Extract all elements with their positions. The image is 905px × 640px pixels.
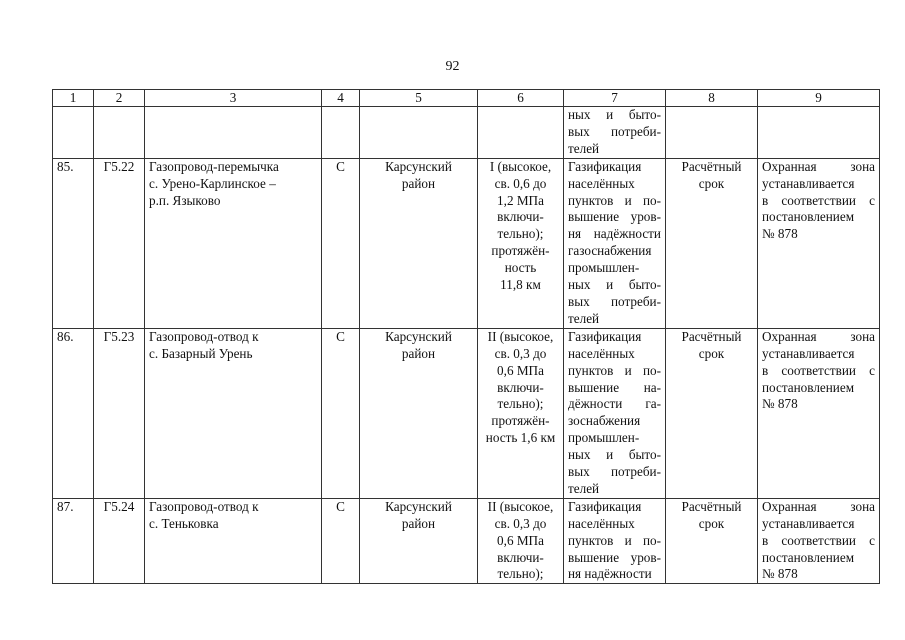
parameters-cell-line: тельно); <box>497 396 544 412</box>
term-cell-line: срок <box>698 345 725 361</box>
parameters-cell-line: II (высокое, <box>487 498 554 514</box>
term-cell <box>666 158 758 328</box>
empty-cell <box>53 107 94 159</box>
zone-cell-line: постановлением <box>762 549 855 565</box>
purpose-cell-line: вых потреби- <box>568 293 661 309</box>
purpose-cell-line: ня надёжности <box>568 226 661 242</box>
zone-cell <box>758 328 880 498</box>
parameters-cell-line: ность <box>504 260 537 276</box>
zone-cell-line: № 878 <box>762 226 798 242</box>
column-header-2: 2 <box>94 90 145 107</box>
empty-cell <box>322 107 360 159</box>
parameters-cell-line: св. 0,3 до <box>494 515 547 531</box>
zone-cell-line: Охранная зона <box>762 158 875 174</box>
parameters-cell-line: II (высокое, <box>487 328 554 344</box>
zone-cell-line: Охранная зона <box>762 328 875 344</box>
table-row <box>53 158 880 328</box>
object-name-cell <box>145 498 322 584</box>
purpose-cell-line: ных и быто- <box>568 277 661 293</box>
row-number-cell <box>53 328 94 498</box>
purpose-cell-line: Газификация <box>568 328 642 344</box>
purpose-cell-line: пунктов и по- <box>568 192 661 208</box>
purpose-cell-line: вых потреби- <box>568 464 661 480</box>
district-cell-line: район <box>401 175 436 191</box>
object-name-cell-line: р.п. Языково <box>149 192 221 208</box>
term-cell-line: срок <box>698 175 725 191</box>
column-header-6: 6 <box>478 90 564 107</box>
page-number: 92 <box>445 59 460 74</box>
object-name-cell-line: с. Базарный Урень <box>149 345 253 361</box>
parameters-cell-line: протяжён- <box>491 413 550 429</box>
district-cell <box>360 158 478 328</box>
object-name-cell-line: Газопровод-отвод к <box>149 328 259 344</box>
purpose-cell <box>564 107 666 159</box>
gas-pipeline-table <box>52 89 880 584</box>
object-name-cell <box>145 158 322 328</box>
column-header-9: 9 <box>758 90 880 107</box>
district-cell-line: Карсунский <box>385 328 452 344</box>
object-type-cell-line: С <box>336 498 345 514</box>
column-header-3: 3 <box>145 90 322 107</box>
object-code-cell <box>94 158 145 328</box>
object-type-cell <box>322 498 360 584</box>
district-cell <box>360 498 478 584</box>
table-row <box>53 328 880 498</box>
purpose-cell-line: телей <box>568 140 600 156</box>
purpose-cell-line: телей <box>568 480 600 496</box>
object-type-cell <box>322 328 360 498</box>
parameters-cell-line: I (высокое, <box>489 158 552 174</box>
object-name-cell-line: Газопровод-отвод к <box>149 498 259 514</box>
parameters-cell-line: включи- <box>497 209 544 225</box>
purpose-cell-line: газоснабжения <box>568 243 652 259</box>
purpose-cell-line: Газификация <box>568 158 642 174</box>
parameters-cell-line: тельно); <box>497 566 544 582</box>
parameters-cell-line: тельно); <box>497 226 544 242</box>
parameters-cell <box>478 498 564 584</box>
purpose-cell-line: пунктов и по- <box>568 532 661 548</box>
table-row <box>53 498 880 584</box>
parameters-cell-line: протяжён- <box>491 243 550 259</box>
column-header-4: 4 <box>322 90 360 107</box>
zone-cell-line: в соответствии с <box>762 362 875 378</box>
term-cell-line: срок <box>698 515 725 531</box>
district-cell-line: район <box>401 515 436 531</box>
zone-cell-line: устанавливается <box>762 345 855 361</box>
object-code-cell-line: Г5.22 <box>103 158 135 174</box>
parameters-cell-line: включи- <box>497 379 544 395</box>
purpose-cell-line: ных и быто- <box>568 447 661 463</box>
parameters-cell-line: включи- <box>497 549 544 565</box>
purpose-cell <box>564 158 666 328</box>
object-name-cell-line: Газопровод-перемычка <box>149 158 279 174</box>
purpose-cell-line: Газификация <box>568 498 642 514</box>
zone-cell-line: устанавливается <box>762 175 855 191</box>
empty-cell <box>360 107 478 159</box>
purpose-cell-line: ных и быто- <box>568 107 661 122</box>
purpose-cell <box>564 328 666 498</box>
object-code-cell <box>94 328 145 498</box>
purpose-cell-line: населённых <box>568 345 635 361</box>
purpose-cell-line: вых потреби- <box>568 123 661 139</box>
purpose-cell-line: зоснабжения <box>568 413 641 429</box>
empty-cell <box>94 107 145 159</box>
column-header-5: 5 <box>360 90 478 107</box>
district-cell-line: Карсунский <box>385 498 452 514</box>
district-cell-line: Карсунский <box>385 158 452 174</box>
parameters-cell-line: 11,8 км <box>500 277 541 293</box>
object-name-cell-line: с. Урено-Карлинское – <box>149 175 276 191</box>
term-cell-line: Расчётный <box>681 328 742 344</box>
parameters-cell <box>478 328 564 498</box>
purpose-cell-line: вышение на- <box>568 379 661 395</box>
purpose-cell-line: ня надёжности <box>568 566 652 582</box>
column-header-7: 7 <box>564 90 666 107</box>
object-name-cell-line: с. Теньковка <box>149 515 219 531</box>
parameters-cell-line: ность 1,6 км <box>485 430 556 446</box>
row-number-cell <box>53 498 94 584</box>
row-number-cell-line: 86. <box>57 328 74 344</box>
purpose-cell-line: населённых <box>568 175 635 191</box>
term-cell <box>666 328 758 498</box>
zone-cell-line: № 878 <box>762 396 798 412</box>
district-cell <box>360 328 478 498</box>
parameters-cell-line: 1,2 МПа <box>497 192 544 208</box>
table-body <box>53 90 880 584</box>
object-type-cell-line: С <box>336 328 345 344</box>
purpose-cell-line: промышлен- <box>568 260 640 276</box>
zone-cell-line: постановлением <box>762 379 855 395</box>
zone-cell-line: устанавливается <box>762 515 855 531</box>
purpose-cell-line: вышение уров- <box>568 209 661 225</box>
zone-cell <box>758 158 880 328</box>
purpose-cell-line: пунктов и по- <box>568 362 661 378</box>
purpose-cell-line: населённых <box>568 515 635 531</box>
empty-cell <box>145 107 322 159</box>
row-number-cell-line: 85. <box>57 158 74 174</box>
purpose-cell <box>564 498 666 584</box>
object-code-cell <box>94 498 145 584</box>
object-name-cell <box>145 328 322 498</box>
column-header-8: 8 <box>666 90 758 107</box>
zone-cell-line: № 878 <box>762 566 798 582</box>
purpose-cell-line: телей <box>568 310 600 326</box>
purpose-cell-line: вышение уров- <box>568 549 661 565</box>
zone-cell-line: постановлением <box>762 209 855 225</box>
purpose-cell-line: промышлен- <box>568 430 640 446</box>
parameters-cell-line: 0,6 МПа <box>497 362 544 378</box>
object-type-cell-line: С <box>336 158 345 174</box>
parameters-cell <box>478 158 564 328</box>
table-row-continuation <box>53 107 880 159</box>
term-cell-line: Расчётный <box>681 158 742 174</box>
purpose-cell-line: дёжности га- <box>568 396 661 412</box>
district-cell-line: район <box>401 345 436 361</box>
column-header-1: 1 <box>53 90 94 107</box>
zone-cell-line: в соответствии с <box>762 532 875 548</box>
header-row <box>53 90 880 107</box>
zone-cell-line: в соответствии с <box>762 192 875 208</box>
row-number-cell <box>53 158 94 328</box>
zone-cell-line: Охранная зона <box>762 498 875 514</box>
parameters-cell-line: 0,6 МПа <box>497 532 544 548</box>
object-type-cell <box>322 158 360 328</box>
object-code-cell-line: Г5.23 <box>103 328 135 344</box>
row-number-cell-line: 87. <box>57 498 74 514</box>
parameters-cell-line: св. 0,6 до <box>494 175 547 191</box>
empty-cell <box>478 107 564 159</box>
term-cell-line: Расчётный <box>681 498 742 514</box>
term-cell <box>666 498 758 584</box>
empty-cell <box>666 107 758 159</box>
object-code-cell-line: Г5.24 <box>103 498 135 514</box>
zone-cell <box>758 498 880 584</box>
parameters-cell-line: св. 0,3 до <box>494 345 547 361</box>
empty-cell <box>758 107 880 159</box>
